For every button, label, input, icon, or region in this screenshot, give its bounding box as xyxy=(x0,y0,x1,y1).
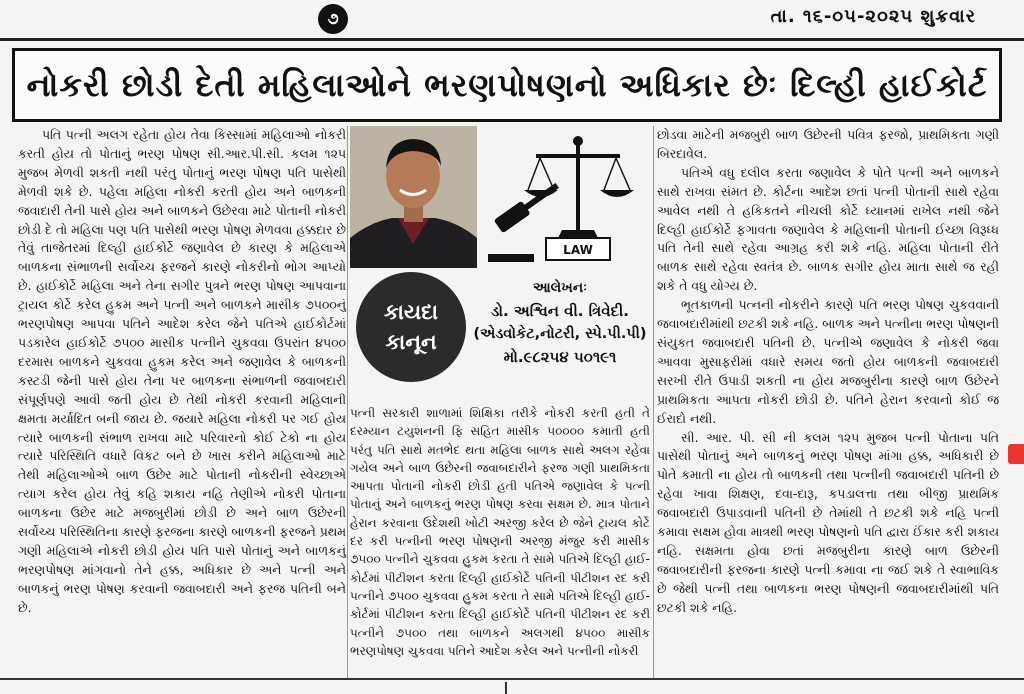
author-block xyxy=(470,280,650,366)
headline: નોકરી છોડી દેતી મહિલાઓને ભરણપોષણનો અધિકાર છેઃ દિલ્હી હાઈકોર્ટ xyxy=(26,65,988,104)
gavel-icon xyxy=(494,179,562,233)
article-paragraph: ભૂતકાળની પત્નની નોકરીને કારણે પતિ ભરણ પોષણ ચુકવવાની જવાબદારીમાંથી છટકી શકે નહિ. બાળક અને પત્નીના ભરણ પોષણની સંયુકત જવાબદારી પતિની છે. પત્નીએ જણાવેલ કે નોકરી જવા આવવા મુસાફરીમાં વધારે સમય જતો હોય બાળકની જવાબદારી સરખી રીતે ઉપાડી શકતી ના હોય મજબુરીના કારણે બાળ ઉછેરને પ્રાથમિકતા આપતા નોકરી છોડી છે. પતિને હેરાન કરવાનો કોઈ જ ઈરાદો નથી. xyxy=(657,297,999,426)
article-column-3 xyxy=(657,126,999,618)
article-paragraph: પતિ પત્ની અલગ રહેતા હોય તેવા કિસ્સામાં મહિલાઓ નોકરી કરતી હોય તો પોતાનું ભરણ પોષણ સી.આર.પી.સી. કલમ ૧૨૫ મુજબ મેળવી શકતી નથી પરંતુ પોતાનું ભરણ પોષણ પતિ પાસેથી મેળવી શકે છે. પહેલા મહિલા નોકરી કરતી હોય અને બાળકની જવાદારી તેની પાસે હોય અને બાળકને ઉછેરવા માટે પોતાની નોકરી છોડી દે તો મહિલા પણ પતિ પાસેથી ભરણ પોષણ મેળવવા હક્કદાર છે તેવું તાજેતરમાં દિલ્હી હાઈકોર્ટે જણાવેલ છે કારણ કે મહિલાએ બાળકના સંભાળની સર્વોચ્ચ ફરજને કારણે નોકરીનો ભોગ આપ્યો છે. હાઈકોર્ટે મહિલા અને તેના સગીર પુત્રને ભરણ પોષણ આપવાના ટ્રાયલ કોર્ટે કરેલ હુકમ અને પત્ની અને બાળકને માસીક ૭૫૦૦નું ભરણપોષણ આપવા પતિને આદેશ કરેલ જેને પતિએ હાઈકોર્ટમાં પડકારેલ હાઈકોર્ટે ૭૫૦૦ માસીક પત્નીને ચુકવવા ઉપરાંત ૪૫૦૦ દરમાસ બાળકને ચુકવવા હુકમ કરેલ અને જણાવેલ કે બાળકની કસ્ટડી જેની પાસે હોય તેના પર બાળકના સંભાળની જવાબદારી સંપૂર્ણપણે આવી જતી હોય છે તેથી નોકરી કરવાની મહિલાની ક્ષમતા મર્યાદિત બની જાય છે. જયારે મહિલા નોકરી પર ગઈ હોય ત્યારે બાળકની સંભાળ રાખવા માટે પરિવારનો કોઈ ટેકો ના હોય ત્યારે પરિસ્થિતિ વધારે વિકટ બને છે ખાસ કરીને મહિલાઓ માટે તેથી મહિલાઓએ બાળ ઉછેર માટે પોતાની નોકરીની સ્વેચ્છાએ ત્યાગ કરેલ હોય તેવું કહિ શકાય નહિ તેણીએ નોકરી પોતાના બાળકના ઉછેર માટે મજબુરીમાં છોડી છે અને બાળ ઉછેરની સર્વોચ્ચ પરિસ્થિતિના કારણે ફરજના કારણે બાળકની ફરજને પ્રથમ ગણી મહિલાએ નોકરી છોડી હોય પતિ પાસે પોતાનું અને બાળકનું ભરણપોષણ માંગવાનો તેને હક્ક, અધિકાર છે અને પત્ની અને બાળકનું ભરણ પોષણ કરવાની જવાબદારી અને ફરજ પતિની બને છે. xyxy=(18,127,346,615)
page-header xyxy=(0,0,1024,38)
page-edge-tab xyxy=(1008,444,1024,464)
article-paragraph: પત્ની સરકારી શાળામાં શિક્ષિકા તરીકે નોકરી કરતી હતી તે દરમ્યાન ટયુશનની ફિ સહિત માસીક ૫૦૦૦૦ કમાતી હતી પરંતુ પતિ સાથે મતભેદ થતા મહિલા બાળક સાથે અલગ રહેવા ગયેલ અને બાળ ઉછેરની જવાબદારીને ફરજ ગણી પ્રાથમિકતા આપતા પોતાની નોકરી છોડી હતી પતિએ જણાવેલ કે પત્ની પોતાનું અને બાળકનું ભરણ પોષણ કરવા સક્ષમ છે. માત્ર પોતાને હેરાન કરવાના ઉદેશથી ખોટી અરજી કરેલ છે જેને ટ્રાયલ કોર્ટે દર કરી પત્નીની ભરણ પોષણની અરજી મંજુર કરી માસીક ૭૫૦૦ પત્નીને ચુકવવા હુકમ કરતા તે સામે પતિએ દિલ્હી હાઈ-કોર્ટમાં પીટીશન કરતા દિલ્હી હાઈકોર્ટે પતિની પીટીશન રદ કરી પત્નીને ૭૫૦૦ ચુકવવા હુકમ કરતા તે સામે પતિએ દિલ્હી હાઈ-કોર્ટમાં પીટીશન કરતા દિલ્હી હાઈકોર્ટે પતિની પીટીશન રદ કરી પત્નીને ૭૫૦૦ તથા બાળકને અલગથી ૪૫૦૦ માસીક ભરણપોષણ ચુકવવા પતિને આદેશ કરેલ અને પત્નીની નોકરી xyxy=(350,406,650,658)
article-column-1 xyxy=(18,126,346,618)
article-column-2 xyxy=(350,404,650,660)
author-label: આલેખનઃ xyxy=(532,280,588,296)
article-paragraph: પતિએ વધુ દલીલ કરતા જણાવેલ કે પોતે પત્ની અને બાળકને સાથે રાખવા સંમત છે. કોર્ટના આદેશ છતાં પત્ની પોતાની સાથે રહેવા આવેલ નથી તે હકિકતને નીચલી કોર્ટે ધ્યાનમાં રાખેલ નથી જેને દિલ્હી હાઈકોર્ટે ફગાવતા જણાવેલ કે મહિલાની પોતાની ઈચ્છા વિરૂધ્ધ પતિ તેની સાથે રહેવા આગ્રહ કરી શકે નહિ. મહિલા પોતાની રીતે બાળક સાથે રહેવા સ્વતંત્ર છે. બાળક સગીર હોય માતા સાથે જ રહી શકે તે વધુ યોગ્ય છે. xyxy=(657,164,999,294)
author-portrait-image xyxy=(350,126,477,268)
author-mobile: મો.૯૮૨૫૪ ૫૦૧૯૧ xyxy=(503,348,617,366)
column-badge xyxy=(356,272,466,382)
scales-of-justice-icon xyxy=(484,126,652,268)
law-sign-text: LAW xyxy=(563,243,593,257)
column-divider xyxy=(347,126,348,678)
article-paragraph: છોડવા માટેની મજબુરી બાળ ઉછેરની પવિત્ર ફરજો, પ્રાથમિકતા ગણી બિરદાવેલ. xyxy=(657,127,999,161)
law-illustration xyxy=(484,126,652,268)
column-badge-line1: કાયદા xyxy=(383,300,439,324)
next-article-strip xyxy=(0,682,1024,694)
headline-box xyxy=(12,48,1002,122)
author-photo xyxy=(350,126,477,268)
issue-date: તા. ૧૬-૦૫-૨૦૨૫ શુક્રવાર xyxy=(770,6,976,27)
footer-rule xyxy=(0,678,1024,680)
author-qualification: (એડવોકેટ,નોટરી, સ્પે.પી.પી) xyxy=(473,326,647,342)
column-badge-line2: કાનૂન xyxy=(385,330,437,354)
author-name: ડો. અશ્વિન વી. ત્રિવેદી. xyxy=(490,302,630,320)
page-number: ૭ xyxy=(318,4,348,34)
header-rule xyxy=(0,38,1024,41)
article-paragraph: સી. આર. પી. સી ની કલમ ૧૨૫ મુજબ પત્ની પોતાના પતિ પાસેથી પોતાનું અને બાળકનું ભરણ પોષણ માંગા હક્ક, અધિકારી છે પોતે કમાતી ના હોય તો બાળકની તથા પત્નીની જવાબદારી પતિની છે રહેવા ખાવા શિક્ષણ, દવા-દારૂ, કપડાલત્તા તથા બીજી પ્રાથમિક જવાબદારી ઉપાડવાની પતિની છે તેમાંથી તે છટકી શકે નહિ પત્ની કમાવા સક્ષમ હોવા માત્રથી ભરણ પોષણનો પતિ દ્વારા ઈંકાર કરી શકાય નહિ. સક્ષમતા હોવા છતાં મજબુરીના કારણે બાળ ઉછેરની જવાબદારીની ફરજના કારણે પત્ની કમાવા ના જઈ શકે તે સ્વાભાવિક છે જેથી પત્ની તથા બાળકના ભરણ પોષણની જવાબદારીમાંથી પતિ છટકી શકે નહિ. xyxy=(657,429,999,615)
footer-divider xyxy=(505,682,507,694)
column-divider xyxy=(653,126,654,678)
